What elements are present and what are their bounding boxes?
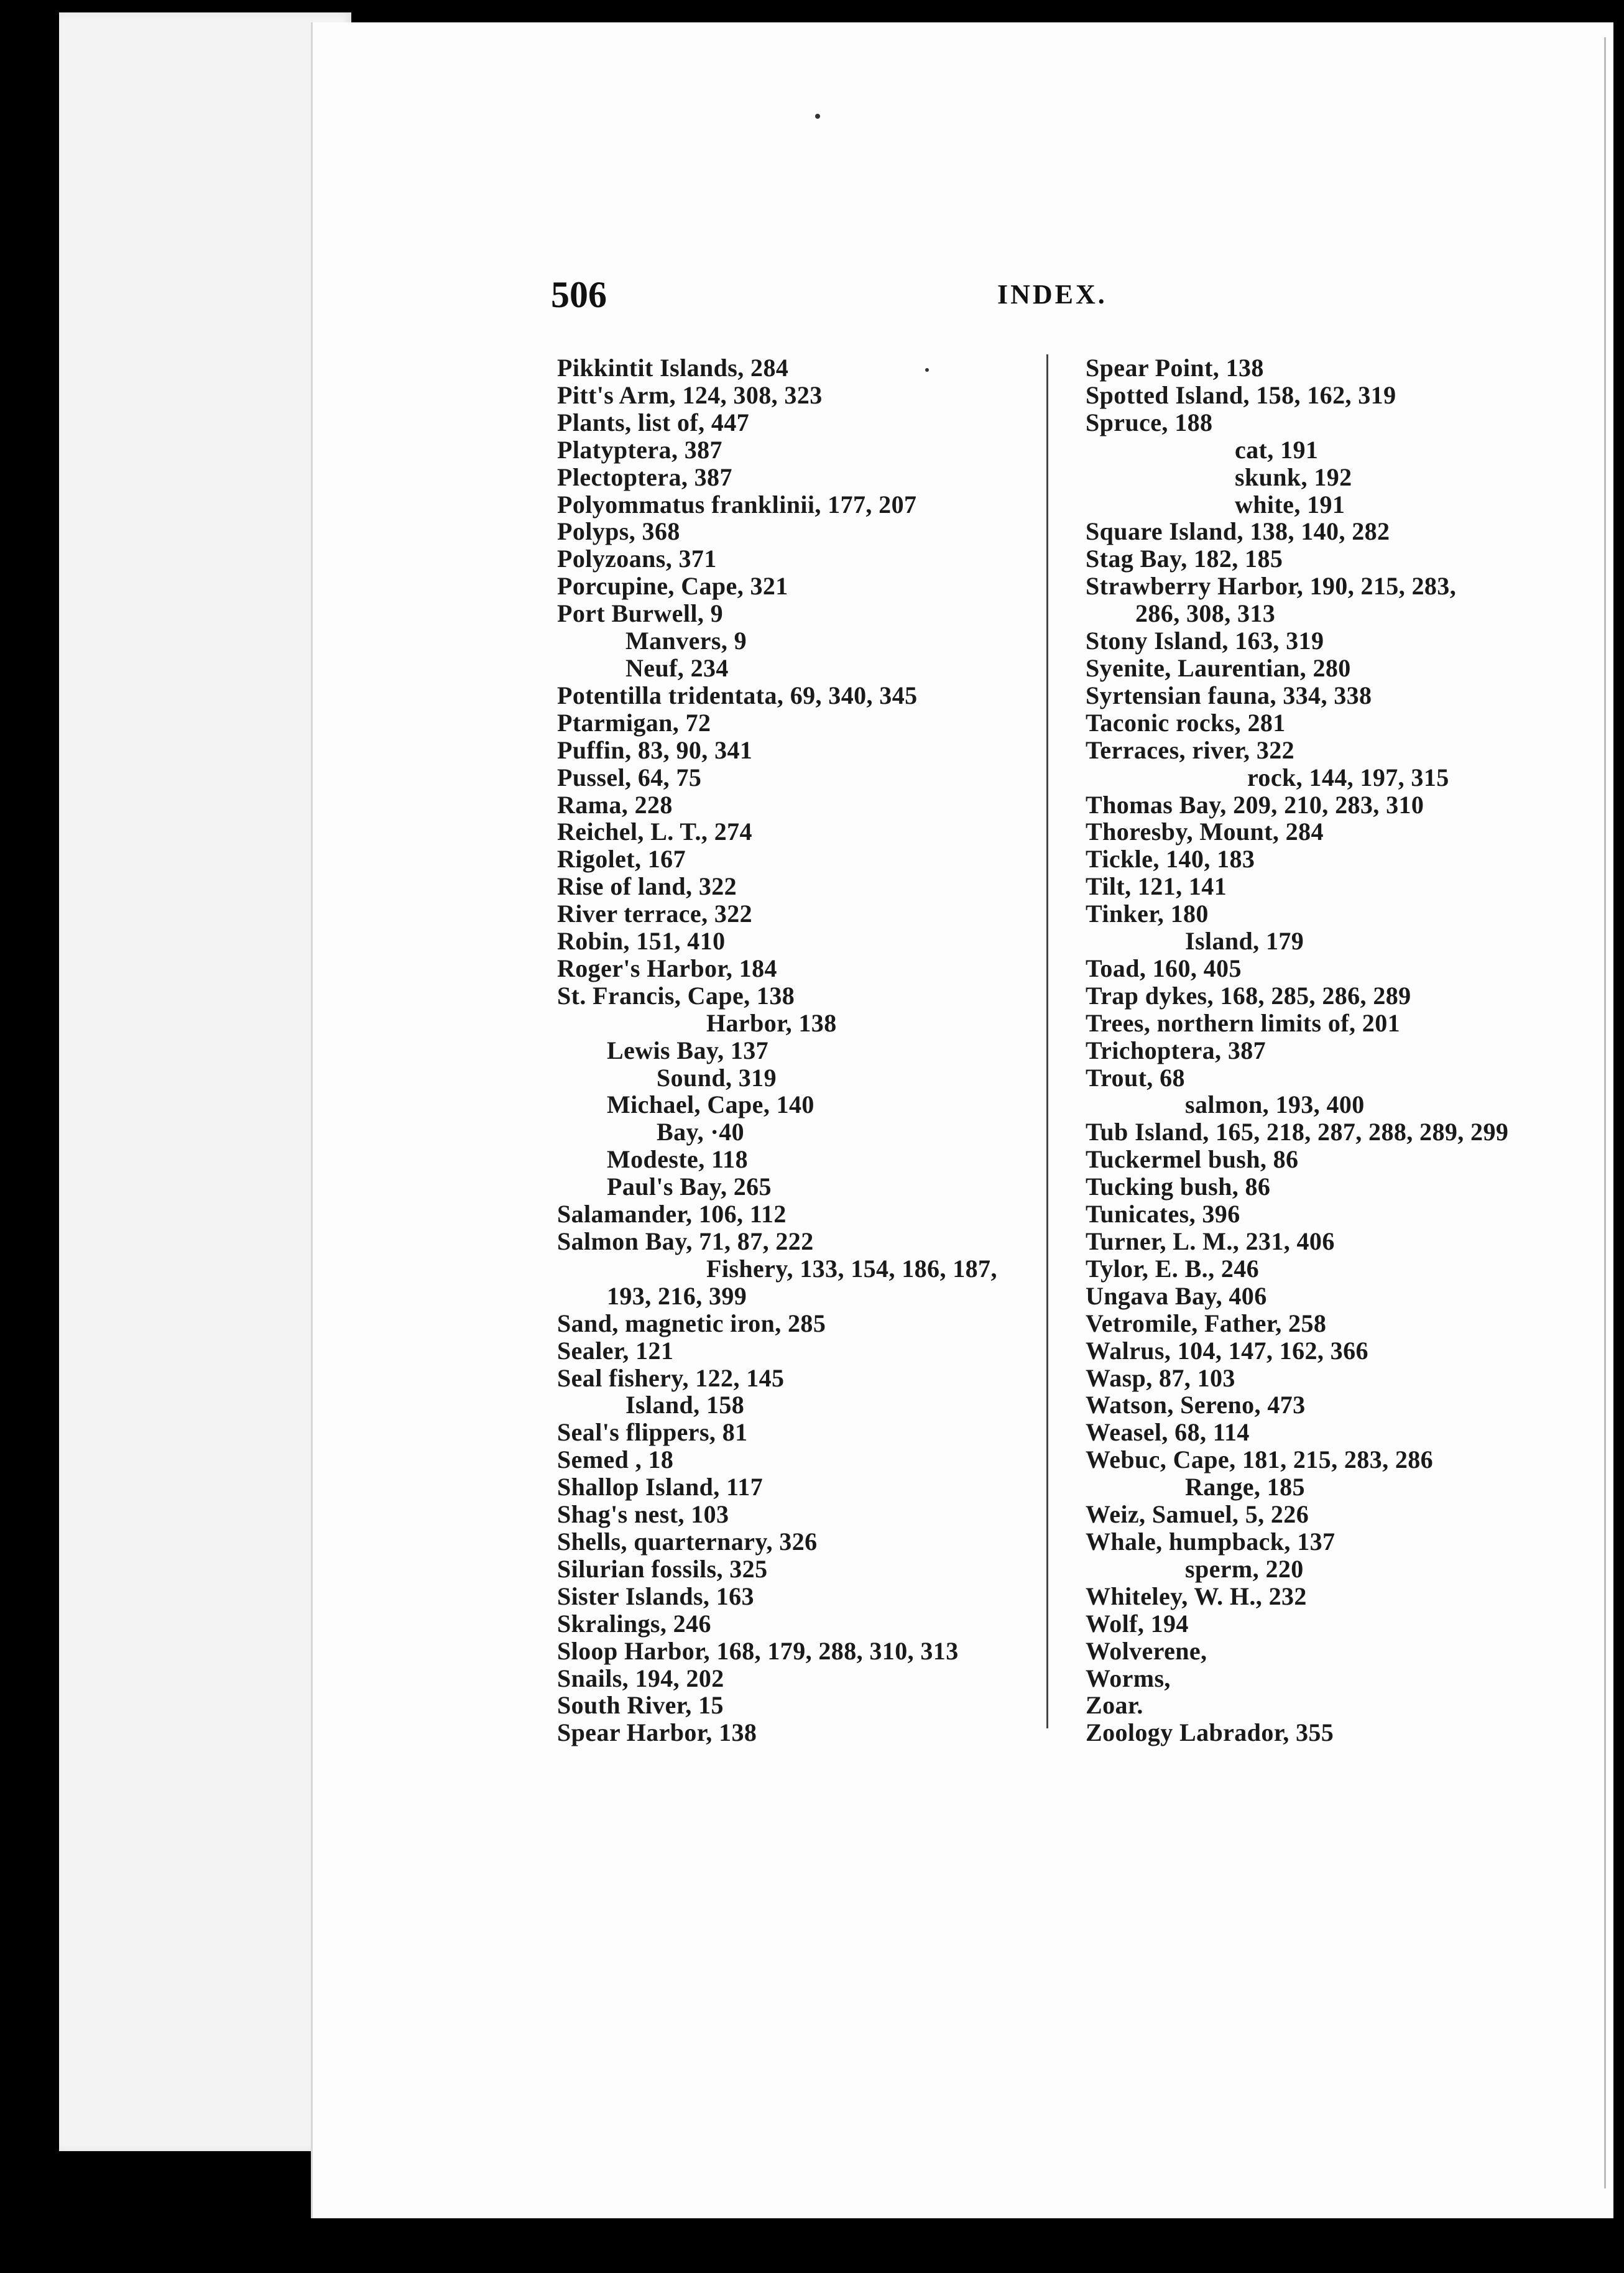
index-entry: Polyps, 368 [557, 517, 680, 546]
index-entry: Square Island, 138, 140, 282 [1086, 517, 1390, 546]
index-entry: Snails, 194, 202 [557, 1664, 724, 1692]
index-entry: Trout, 68 [1086, 1063, 1185, 1092]
index-entry: Pussel, 64, 75 [557, 763, 702, 791]
index-entry: Salamander, 106, 112 [557, 1200, 787, 1229]
index-entry: South River, 15 [557, 1691, 724, 1720]
index-entry: Turner, L. M., 231, 406 [1086, 1227, 1335, 1255]
index-entry: 286, 308, 313 [1135, 599, 1276, 628]
index-entry: Fishery, 133, 154, 186, 187, [706, 1254, 997, 1283]
column-divider [1046, 354, 1048, 1728]
index-entry: Strawberry Harbor, 190, 215, 283, [1086, 572, 1457, 601]
index-entry: Pikkintit Islands, 284 [557, 354, 789, 382]
index-entry: skunk, 192 [1235, 463, 1352, 491]
index-entry: Thoresby, Mount, 284 [1086, 818, 1324, 846]
index-entry: cat, 191 [1235, 435, 1319, 464]
index-entry: Sound, 319 [657, 1063, 777, 1092]
index-entry: Wolverene, [1086, 1636, 1207, 1665]
index-entry: Salmon Bay, 71, 87, 222 [557, 1227, 814, 1255]
index-entry: Polyzoans, 371 [557, 545, 717, 573]
index-entry: Tickle, 140, 183 [1086, 845, 1255, 874]
back-page-edge [59, 12, 351, 2151]
index-entry: Terraces, river, 322 [1086, 735, 1295, 764]
index-entry: rock, 144, 197, 315 [1247, 763, 1449, 791]
index-entry: Spear Point, 138 [1086, 354, 1264, 382]
index-entry: Lewis Bay, 137 [607, 1036, 769, 1064]
index-entry: Ptarmigan, 72 [557, 708, 711, 737]
index-entry: Potentilla tridentata, 69, 340, 345 [557, 681, 918, 709]
index-entry: Sealer, 121 [557, 1336, 674, 1365]
index-entry: Weiz, Samuel, 5, 226 [1086, 1500, 1309, 1529]
running-head: INDEX. [997, 279, 1107, 310]
index-entry: salmon, 193, 400 [1185, 1090, 1365, 1119]
index-entry: Harbor, 138 [706, 1008, 837, 1037]
index-entry: Puffin, 83, 90, 341 [557, 735, 753, 764]
index-entry: Tucking bush, 86 [1086, 1173, 1271, 1201]
index-entry: Plants, list of, 447 [557, 408, 750, 436]
index-entry: Stag Bay, 182, 185 [1086, 545, 1283, 573]
index-entry: Thomas Bay, 209, 210, 283, 310 [1086, 790, 1424, 819]
index-entry: Neuf, 234 [625, 653, 729, 682]
index-entry: Shells, quarternary, 326 [557, 1527, 818, 1556]
index-entry: Trap dykes, 168, 285, 286, 289 [1086, 981, 1411, 1010]
index-entry: Plectoptera, 387 [557, 463, 732, 491]
index-entry: Zoology Labrador, 355 [1086, 1718, 1334, 1747]
index-entry: Port Burwell, 9 [557, 599, 724, 628]
index-entry: Weasel, 68, 114 [1086, 1418, 1250, 1447]
index-entry: Polyommatus franklinii, 177, 207 [557, 490, 917, 519]
index-entry: Syrtensian fauna, 334, 338 [1086, 681, 1372, 709]
index-entry: Rise of land, 322 [557, 872, 737, 901]
index-entry: River terrace, 322 [557, 900, 753, 928]
index-entry: Manvers, 9 [625, 627, 747, 655]
index-entry: Sand, magnetic iron, 285 [557, 1309, 826, 1337]
index-entry: Toad, 160, 405 [1086, 954, 1242, 982]
index-entry: sperm, 220 [1185, 1554, 1304, 1583]
index-entry: Trichoptera, 387 [1086, 1036, 1266, 1064]
index-entry: Seal fishery, 122, 145 [557, 1363, 785, 1392]
index-column-right [1086, 354, 1583, 1746]
index-entry: Reichel, L. T., 274 [557, 818, 752, 846]
index-entry: Spotted Island, 158, 162, 319 [1086, 380, 1396, 409]
index-entry: Range, 185 [1185, 1473, 1305, 1501]
index-entry: Island, 179 [1185, 927, 1304, 956]
index-entry: Watson, Sereno, 473 [1086, 1391, 1306, 1419]
index-entry: Taconic rocks, 281 [1086, 708, 1286, 737]
index-entry: Walrus, 104, 147, 162, 366 [1086, 1336, 1368, 1365]
index-entry: Island, 158 [625, 1391, 745, 1419]
index-entry: Tilt, 121, 141 [1086, 872, 1227, 901]
print-speck [815, 114, 820, 119]
index-entry: Modeste, 118 [607, 1145, 748, 1174]
index-entry: Skralings, 246 [557, 1609, 711, 1638]
print-speck [925, 368, 929, 372]
index-entry: Tinker, 180 [1086, 900, 1209, 928]
index-entry: Pitt's Arm, 124, 308, 323 [557, 380, 823, 409]
index-entry: Seal's flippers, 81 [557, 1418, 748, 1447]
index-entry: Sister Islands, 163 [557, 1582, 754, 1610]
index-entry: Stony Island, 163, 319 [1086, 627, 1324, 655]
index-entry: Shag's nest, 103 [557, 1500, 729, 1529]
index-entry: Whale, humpback, 137 [1086, 1527, 1336, 1556]
index-entry: Platyptera, 387 [557, 435, 722, 464]
index-entry: Vetromile, Father, 258 [1086, 1309, 1327, 1337]
index-entry: 193, 216, 399 [607, 1281, 747, 1310]
index-entry: Robin, 151, 410 [557, 927, 726, 956]
index-entry: Webuc, Cape, 181, 215, 283, 286 [1086, 1445, 1434, 1474]
index-entry: Tub Island, 165, 218, 287, 288, 289, 299 [1086, 1118, 1509, 1146]
index-entry: Sloop Harbor, 168, 179, 288, 310, 313 [557, 1636, 959, 1665]
index-entry: Syenite, Laurentian, 280 [1086, 653, 1351, 682]
index-entry: Silurian fossils, 325 [557, 1554, 768, 1583]
index-entry: Spear Harbor, 138 [557, 1718, 757, 1747]
index-entry: Porcupine, Cape, 321 [557, 572, 788, 601]
index-entry: Spruce, 188 [1086, 408, 1213, 436]
index-entry: Paul's Bay, 265 [607, 1173, 772, 1201]
index-entry: Wasp, 87, 103 [1086, 1363, 1235, 1392]
index-entry: Zoar. [1086, 1691, 1143, 1720]
index-entry: Michael, Cape, 140 [607, 1090, 814, 1119]
index-entry: Trees, northern limits of, 201 [1086, 1008, 1401, 1037]
index-entry: Whiteley, W. H., 232 [1086, 1582, 1307, 1610]
index-entry: Worms, [1086, 1664, 1171, 1692]
page-edge-line [1604, 37, 1606, 2188]
index-entry: Tuckermel bush, 86 [1086, 1145, 1299, 1174]
index-entry: white, 191 [1235, 490, 1345, 519]
index-entry: Semed , 18 [557, 1445, 674, 1474]
page-number: 506 [551, 274, 607, 315]
index-entry: Tunicates, 396 [1086, 1200, 1240, 1229]
index-entry: Rama, 228 [557, 790, 673, 819]
index-entry: Roger's Harbor, 184 [557, 954, 777, 982]
index-entry: Bay, ·40 [657, 1118, 745, 1146]
index-entry: St. Francis, Cape, 138 [557, 981, 795, 1010]
index-column-left [557, 354, 1042, 1746]
index-entry: Rigolet, 167 [557, 845, 686, 874]
index-entry: Tylor, E. B., 246 [1086, 1254, 1260, 1283]
index-entry: Ungava Bay, 406 [1086, 1281, 1267, 1310]
index-entry: Shallop Island, 117 [557, 1473, 764, 1501]
index-entry: Wolf, 194 [1086, 1609, 1189, 1638]
